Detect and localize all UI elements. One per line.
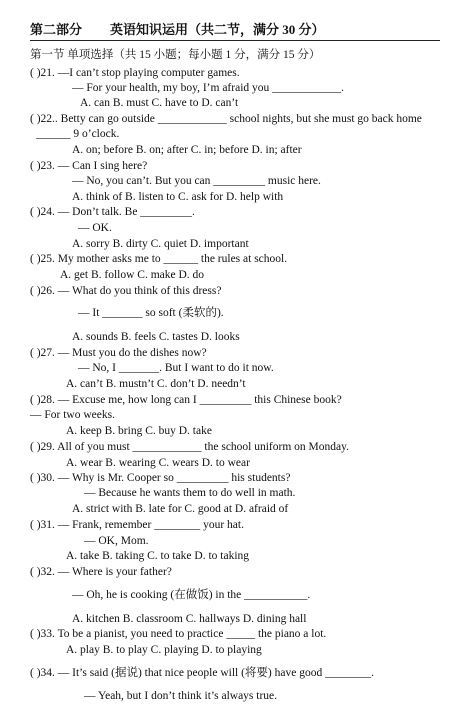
options-line: A. sounds B. feels C. tastes D. looks	[72, 331, 240, 343]
heading-divider	[30, 40, 440, 41]
options-line: A. wear B. wearing C. wears D. to wear	[66, 457, 250, 469]
question-line: ( )31. — Frank, remember ________ your hat.	[30, 519, 244, 531]
options-line: A. keep B. bring C. buy D. take	[66, 425, 212, 437]
options-line: A. strict with B. late for C. good at D. afraid of	[72, 503, 289, 515]
question-line: — For your health, my boy, I’m afraid you ____________.	[72, 82, 345, 94]
question-line: ( )22.. Betty can go outside ____________ school nights, but she must go back home	[30, 113, 422, 125]
question-line: ( )23. — Can I sing here?	[30, 160, 148, 172]
question-line: — No, I _______. But I want to do it now.	[78, 362, 274, 374]
question-line: — Because he wants them to do well in math.	[84, 487, 296, 499]
options-line: A. can B. must C. have to D. can’t	[80, 97, 239, 109]
question-line: — OK, Mom.	[84, 535, 149, 547]
question-line: — It _______ so soft (柔软的).	[78, 307, 224, 319]
question-line: ( )28. — Excuse me, how long can I _________ this Chinese book?	[30, 394, 342, 406]
question-line: ( )24. — Don’t talk. Be _________.	[30, 206, 195, 218]
question-line: — OK.	[78, 222, 112, 234]
question-line: ( )21. —I can’t stop playing computer games.	[30, 67, 240, 79]
question-line: ( )30. — Why is Mr. Cooper so _________ his students?	[30, 472, 291, 484]
question-line: — Oh, he is cooking (在做饭) in the ___________.	[72, 589, 311, 601]
question-line: ( )32. — Where is your father?	[30, 566, 172, 578]
options-line: A. get B. follow C. make D. do	[60, 269, 205, 281]
question-line: ( )34. — It’s said (据说) that nice people will (将要) have good ________.	[30, 667, 374, 679]
question-line: ( )33. To be a pianist, you need to practice _____ the piano a lot.	[30, 628, 327, 640]
question-line: — Yeah, but I don’t think it’s always true.	[84, 690, 278, 702]
question-line: ( )26. — What do you think of this dress?	[30, 285, 222, 297]
options-line: A. sorry B. dirty C. quiet D. important	[72, 238, 249, 250]
options-line: A. on; before B. on; after C. in; before D. in; after	[72, 144, 302, 156]
question-line: ( )29. All of you must ____________ the school uniform on Monday.	[30, 441, 349, 453]
section1-heading: 第一节 单项选择（共 15 小题；每小题 1 分，满分 15 分）	[30, 49, 321, 61]
options-line: A. take B. taking C. to take D. to taking	[66, 550, 250, 562]
options-line: A. kitchen B. classroom C. hallways D. dining hall	[72, 613, 307, 625]
part-label: 第二部分	[30, 22, 83, 37]
options-line: A. play B. to play C. playing D. to playing	[66, 644, 262, 656]
question-line: ______ 9 o’clock.	[36, 128, 120, 140]
options-line: A. can’t B. mustn’t C. don’t D. needn’t	[66, 378, 246, 390]
question-line: — No, you can’t. But you can _________ music here.	[72, 175, 321, 187]
part-title: 英语知识运用（共二节，满分 30 分）	[110, 22, 325, 37]
question-line: ( )25. My mother asks me to ______ the rules at school.	[30, 253, 288, 265]
question-line: — For two weeks.	[30, 409, 115, 421]
options-line: A. think of B. listen to C. ask for D. help with	[72, 191, 284, 203]
question-line: ( )27. — Must you do the dishes now?	[30, 347, 207, 359]
